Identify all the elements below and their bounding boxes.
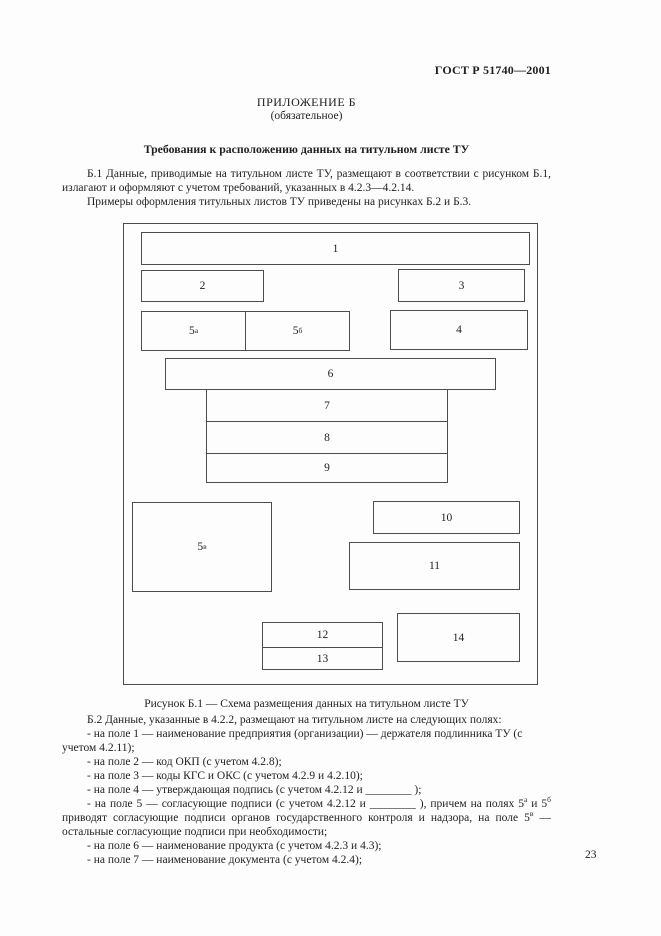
field-list-item-6: - на поле 6 — наименование продукта (с учетом 4.2.3 и 4.3); [87,840,382,852]
field-box-4: 4 [390,310,528,350]
field-list-item-4: - на поле 4 — утверждающая подпись (с учетом 4.2.12 и ________ ); [87,784,422,796]
field-box-14: 14 [397,613,520,662]
appendix-subheading: (обязательное) [270,110,343,122]
field-box-6: 6 [165,358,496,390]
field-box-5v: 5 в [132,502,272,592]
field-box-2: 2 [141,270,264,302]
section-title: Требования к расположению данных на титульном листе ТУ [143,142,470,156]
field-list-item-5: - на поле 5 — согласующие подписи (с учетом 4.2.12 и ________ ), причем на полях $5^а$ и $5^б$ приводят согласующие подписи органов государственного контроля и надзора, на поле $5^в$ — остальные согласующие подписи при необходимости; [62,795,551,838]
field-box-12: 12 [262,622,383,648]
field-list-item-3: - на поле 3 — коды КГС и ОКС (с учетом 4.2.9 и 4.2.10); [87,770,363,782]
paragraph-b2-block [62,713,551,867]
field-box-11: 11 [349,542,520,590]
field-box-5b: 5 б [292,325,303,337]
field-box-3: 3 [398,269,525,302]
field-list-item-2: - на поле 2 — код ОКП (с учетом 4.2.8); [87,756,282,768]
field-box-9: 9 [206,453,448,483]
page-number: 23 [585,849,597,861]
field-box-7: 7 [206,389,448,422]
field-box-10: 10 [373,501,520,534]
paragraph-b1 [62,167,551,209]
paragraph-b1-text: Б.1 Данные, приводимые на титульном листе ТУ, размещают в соответствии с рисунком Б.1, излагают и оформляют с учетом требований, указанных в 4.2.3—4.2.14. [62,168,551,194]
field-list-item-1: - на поле 1 — наименование предприятия (организации) — держателя подлинника ТУ (с учетом 4.2.11); [62,728,523,754]
figure-caption: Рисунок Б.1 — Схема размещения данных на титульном листе ТУ [144,698,469,710]
field-box-1: 1 [141,232,530,265]
field-box-5a-5b [141,311,350,351]
paragraph-b1-examples: Примеры оформления титульных листов ТУ приведены на рисунках Б.2 и Б.3. [87,196,472,208]
field-box-5a: 5 а [142,312,246,350]
field-box-13: 13 [262,647,383,670]
figure-b1-diagram [123,223,538,685]
doc-number: ГОСТ Р 51740—2001 [434,63,551,77]
appendix-heading: ПРИЛОЖЕНИЕ Б [256,95,357,109]
field-list-item-7: - на поле 7 — наименование документа (с учетом 4.2.4); [87,854,363,866]
paragraph-b2-intro: Б.2 Данные, указанные в 4.2.2, размещают на титульном листе на следующих полях: [87,714,502,726]
field-box-8: 8 [206,421,448,454]
